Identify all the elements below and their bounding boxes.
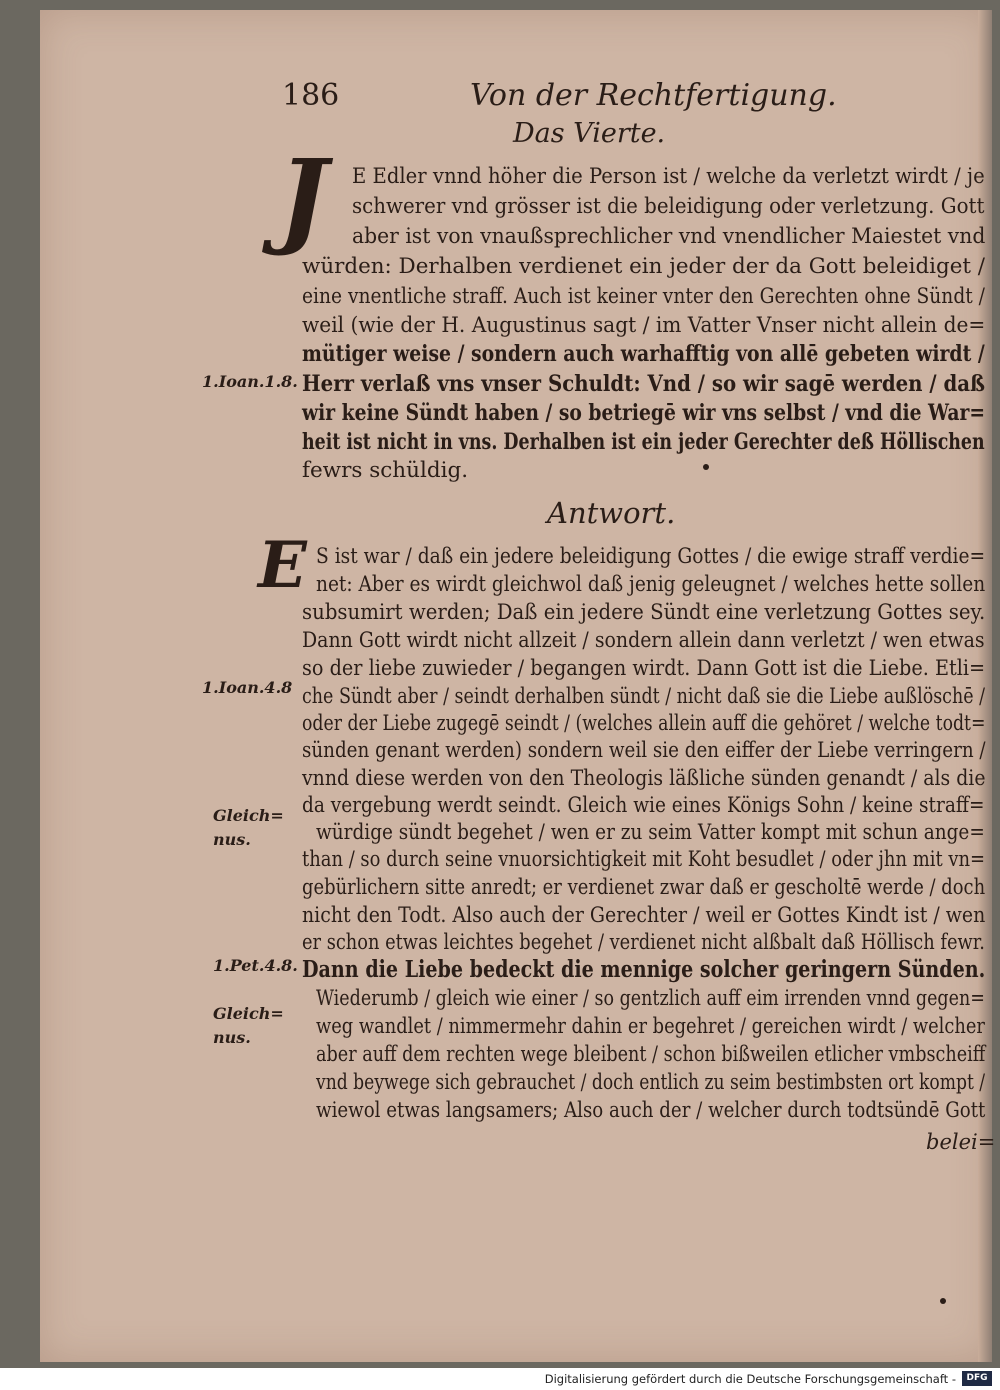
text-line: weg wandlet / nimmermehr dahin er begehret / gereichen wirdt / welcher [316, 1014, 985, 1039]
text-line: da vergebung werdt seindt. Gleich wie eines Königs Sohn / keine straff= [302, 793, 985, 818]
text-line: heit ist nicht in vns. Derhalben ist ein jeder Gerechter deß Höllischen [302, 429, 985, 455]
catchword: belei= [926, 1130, 996, 1154]
margin-note-simile: Gleich= [213, 806, 284, 825]
text-line: than / so durch seine vnuorsichtigkeit mit Koht besudlet / oder jhn mit vn= [302, 847, 986, 872]
text-line: mütiger weise / sondern auch warhafftig von allē gebeten wirdt / [302, 341, 985, 367]
text-line: eine vnentliche straff. Auch ist keiner vnter den Gerechten ohne Sündt / [302, 284, 985, 309]
text-line: würdige sündt begehet / wen er zu seim Vatter kompt mit schun ange= [316, 820, 985, 845]
text-line: so der liebe zuwieder / begangen wirdt. Dann Gott ist die Liebe. Etli= [302, 656, 986, 681]
text-line: würden: Derhalben verdienet ein jeder der da Gott beleidiget / [302, 254, 986, 279]
funding-credit: Digitalisierung gefördert durch die Deutsche Forschungsgemeinschaft - [544, 1372, 956, 1386]
page-number: 186 [282, 78, 340, 113]
section-title: Das Vierte. [513, 118, 666, 149]
text-line: Wiederumb / gleich wie einer / so gentzlich auff eim irrenden vnnd gegen= [316, 986, 985, 1011]
text-line: subsumirt werden; Daß ein jedere Sündt eine verletzung Gottes sey. [302, 600, 986, 625]
running-head: Von der Rechtfertigung. [470, 78, 837, 113]
text-line: wiewol etwas langsamers; Also auch der / welcher durch todtsündē Gott [316, 1098, 986, 1123]
margin-note-simile: nus. [213, 1028, 251, 1047]
text-line: Dann die Liebe bedeckt die mennige solcher geringern Sünden. [302, 956, 986, 983]
text-line: wir keine Sündt haben / so betriegē wir vns selbst / vnd die War= [302, 400, 986, 426]
text-line: net: Aber es wirdt gleichwol daß jenig geleugnet / welches hette sollen [316, 572, 986, 597]
answer-title: Antwort. [547, 496, 676, 530]
text-line: weil (wie der H. Augustinus sagt / im Vatter Vnser nicht allein de= [302, 313, 986, 338]
margin-reference: 1.Ioan.4.8 [202, 678, 293, 697]
text-line: S ist war / daß ein jedere beleidigung Gottes / die ewige straff verdie= [316, 544, 986, 569]
footer-bar [0, 1368, 1000, 1390]
text-line: er schon etwas leichtes begehet / verdienet nicht alßbalt daß Höllisch fewr. [302, 930, 985, 955]
text-line: fewrs schüldig. [302, 458, 469, 483]
text-line: che Sündt aber / seindt derhalben sündt / nicht daß sie die Liebe außlöschē / [302, 684, 986, 709]
ink-speck [940, 1298, 946, 1304]
text-line: Dann Gott wirdt nicht allzeit / sondern allein dann verletzt / wen etwas [302, 628, 985, 653]
text-line: vnnd diese werden von den Theologis läßliche sünden genandt / als die [302, 766, 986, 791]
text-line: nicht den Todt. Also auch der Gerechter / weil er Gottes Kindt ist / wen [302, 903, 986, 928]
margin-reference: 1.Pet.4.8. [213, 956, 298, 975]
text-line: Herr verlaß vns vnser Schuldt: Vnd / so wir sagē werden / daß [302, 371, 986, 397]
drop-cap-initial: J [278, 136, 328, 259]
dfg-logo: DFG [962, 1371, 992, 1386]
drop-cap-initial: E [258, 528, 307, 603]
text-line: aber auff dem rechten wege bleibent / schon bißweilen etlicher vmbscheiff [316, 1042, 986, 1067]
text-line: sünden genant werden) sondern weil sie den eiffer der Liebe verringern / [302, 738, 986, 763]
margin-reference: 1.Ioan.1.8. [202, 372, 298, 391]
text-line: E Edler vnnd höher die Person ist / welche da verletzt wirdt / je [352, 164, 985, 189]
text-line: aber ist von vnaußsprechlicher vnd vnendlicher Maiestet vnd [352, 224, 986, 249]
text-line: schwerer vnd grösser ist die beleidigung oder verletzung. Gott [352, 194, 985, 219]
text-line: oder der Liebe zugegē seindt / (welches allein auff die gehöret / welche todt= [302, 711, 986, 736]
ink-speck [703, 464, 709, 470]
margin-note-simile: nus. [213, 830, 251, 849]
text-line: vnd beywege sich gebrauchet / doch entlich zu seim bestimbsten ort kompt / [316, 1070, 986, 1095]
text-line: gebürlichern sitte anredt; er verdienet zwar daß er gescholtē werde / doch [302, 875, 986, 900]
margin-note-simile: Gleich= [213, 1004, 284, 1023]
